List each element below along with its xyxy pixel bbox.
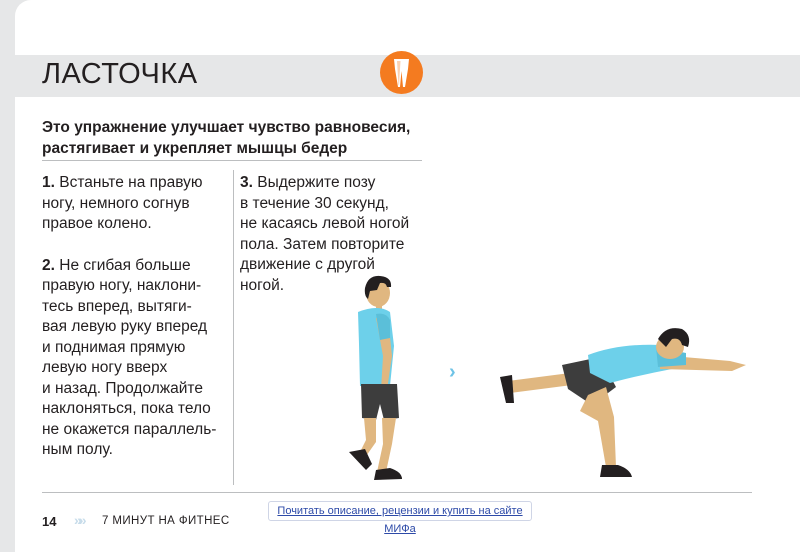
standing-figure-illustration bbox=[340, 272, 420, 487]
column-divider bbox=[233, 170, 234, 485]
step-text-line: левую ногу вверх bbox=[42, 359, 168, 376]
page-number: 14 bbox=[42, 514, 57, 529]
step-text-line: ным полу. bbox=[42, 441, 113, 458]
step-text-line: тесь вперед, вытяги- bbox=[42, 297, 192, 315]
step-text-line: правое колено. bbox=[42, 215, 152, 232]
swallow-pose-figure-illustration bbox=[500, 325, 750, 485]
summary-line-1: Это упражнение улучшает чувство равновесия, bbox=[42, 119, 411, 136]
instructions-column-1 bbox=[42, 173, 227, 482]
sequence-arrow-icon: › bbox=[449, 361, 456, 383]
step-text-line: и поднимая прямую bbox=[42, 338, 186, 356]
step-number: 3. bbox=[240, 174, 253, 191]
double-chevron-icon: »» bbox=[74, 512, 84, 528]
step-text-line: не касаясь левой ногой bbox=[240, 215, 410, 232]
step-text-line: и назад. Продолжайте bbox=[42, 379, 203, 397]
legs-icon bbox=[380, 51, 423, 94]
divider-bottom bbox=[42, 492, 752, 493]
step-text-line: Встаньте на правую bbox=[59, 174, 203, 191]
step-text-line: Выдержите позу bbox=[257, 174, 376, 191]
step-text-line: Не сгибая больше bbox=[59, 256, 191, 274]
step-2 bbox=[42, 256, 227, 461]
step-text-line: вая левую руку вперед bbox=[42, 318, 208, 335]
buy-book-link[interactable]: Почитать описание, рецензии и купить на сайте МИФа bbox=[268, 501, 532, 521]
step-text-line: не окажется параллель- bbox=[42, 420, 217, 438]
step-text-line: в течение 30 секунд, bbox=[240, 194, 389, 212]
step-text-line: ногой. bbox=[240, 276, 285, 294]
book-title: 7 МИНУТ НА ФИТНЕС bbox=[102, 515, 230, 527]
step-text-line: правую ногу, наклони- bbox=[42, 277, 202, 294]
step-text-line: ногу, немного согнув bbox=[42, 194, 190, 212]
summary-line-2: растягивает и укрепляет мышцы бедер bbox=[42, 140, 348, 157]
exercise-summary bbox=[42, 117, 432, 159]
step-1 bbox=[42, 173, 227, 235]
step-text-line: наклоняться, пока тело bbox=[42, 400, 211, 417]
divider-top bbox=[42, 160, 422, 161]
page-title: ЛАСТОЧКА bbox=[42, 58, 198, 90]
step-number: 2. bbox=[42, 256, 55, 274]
step-text-line: движение с другой bbox=[240, 256, 375, 273]
step-text-line: пола. Затем повторите bbox=[240, 235, 405, 253]
step-number: 1. bbox=[42, 174, 55, 191]
